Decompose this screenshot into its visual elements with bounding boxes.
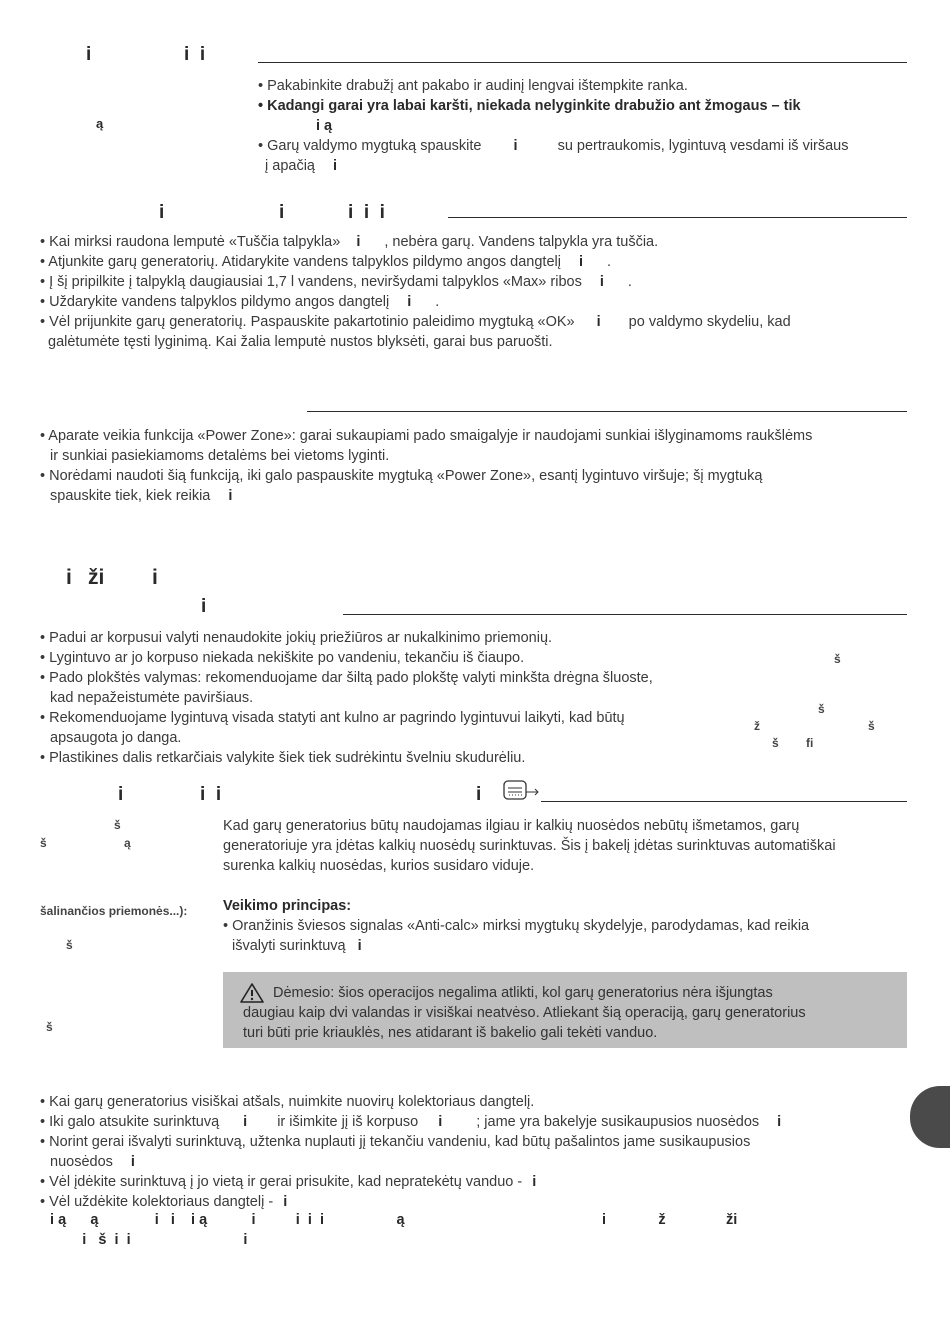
sec5-heading-frag-1: i xyxy=(118,784,124,805)
sec5-principle xyxy=(223,896,907,956)
sec2-heading-frag-2: i xyxy=(279,202,285,223)
sec2-heading-rule xyxy=(448,217,907,218)
sec5-intro: Kad garų generatorius būtų naudojamas ilgiau ir kalkių nuosėdos nebūtų išmetamos, garų generatoriuje yra įdėtas kalkių nuosėdų surinktuvas. Šis į bakelį įdėtas surinktuvas automatiškai surenka kalkių nuosėdas, kurios susidaro viduje. xyxy=(223,818,836,874)
sec4-item-2: • Lygintuvo ar jo korpuso niekada nekiškite po vandeniu, tekančiu iš čiaupo. xyxy=(40,650,525,666)
sec4-right-frag-1: š xyxy=(834,652,841,666)
sec2-line-2: • Atjunkite garų generatorių. Atidarykite vandens talpyklos pildymo angos dangtelį i . xyxy=(40,254,612,270)
sec4-right-frag-2: š xyxy=(818,702,825,716)
sec5-heading-rule xyxy=(541,801,907,802)
sec4-right-frag-4: š xyxy=(868,719,875,733)
sec2-body xyxy=(40,232,907,352)
step-5: • Vėl uždėkite kolektoriaus dangtelį - i xyxy=(40,1194,288,1210)
page-edge-tab xyxy=(910,1086,950,1148)
sec5-left-frag-3: ą xyxy=(124,836,131,850)
sec4-right-frag-3: ž xyxy=(754,719,760,733)
sec1-left-frag: ą xyxy=(96,116,104,131)
sec1-heading-rule xyxy=(258,62,907,63)
sec2-heading-frag-1: i xyxy=(159,202,165,223)
sec4-body xyxy=(40,628,730,768)
sec4-title-frag-1: i xyxy=(66,566,72,589)
sec3-para-1-cont: ir sunkiai pasiekiamoms detalėms bei vietoms lyginti. xyxy=(50,448,390,464)
principle-title: Veikimo principas: xyxy=(223,898,352,914)
sec2-line-1: • Kai mirksi raudona lemputė «Tuščia talpykla» i , nebėra garų. Vandens talpykla yra tuščia. xyxy=(40,234,659,250)
sec1-bullet-3: • Garų valdymo mygtuką spauskite i su pertraukomis, lygintuvą vesdami iš viršaus xyxy=(258,138,849,154)
sec5-left-frag-5: š xyxy=(66,938,73,952)
warning-text: Dėmesio: šios operacijos negalima atlikti, kol garų generatorius nėra išjungtas daugiau kaip dvi valandas ir visiškai neatvėso. Atliekant šią operaciją, garų generatorius turi būti prie kriauklės, nes atidarant iš bakelio gali tekėti vanduo. xyxy=(243,985,806,1041)
sec4-heading-rule xyxy=(343,614,907,615)
sec2-line-3: • Į šį pripilkite į talpyklą daugiausiai 1,7 l vandens, neviršydami talpyklos «Max» ribos i . xyxy=(40,274,632,290)
step-2: • Iki galo atsukite surinktuvą i ir išimkite jį iš korpuso i ; jame yra bakelyje susikaupusios nuosėdos i xyxy=(40,1114,782,1130)
bottom-fragments-2: i š i i i xyxy=(46,1232,248,1248)
sec2-heading-frag-3: i i i xyxy=(348,202,385,223)
sec1-heading-frag-2: i i xyxy=(184,44,206,65)
warning-box xyxy=(223,972,907,1048)
anti-calc-icon xyxy=(502,778,540,804)
sec4-item-4: • Rekomenduojame lygintuvą visada statyti ant kulno ar pagrindo lygintuvui laikyti, kad būtų xyxy=(40,710,625,726)
sec5-left-frag-1: š xyxy=(114,818,121,832)
sec6-steps xyxy=(40,1092,907,1212)
principle-line-1: • Oranžinis šviesos signalas «Anti-calc» mirksi mygtukų skydelyje, parodydamas, kad reikia xyxy=(223,918,810,934)
sec5-left-frag-6: š xyxy=(46,1020,53,1034)
bottom-fragments-1: i ą ą i i i ą i i i i ą i ž ži xyxy=(46,1212,738,1228)
sec3-body xyxy=(40,426,907,506)
sec1-heading-frag-1: i xyxy=(86,44,92,65)
sec2-line-5-cont: galėtumėte tęsti lyginimą. Kai žalia lemputė nustos blyksėti, garai bus paruošti. xyxy=(48,334,553,350)
sec4-right-frag-5: š xyxy=(772,736,779,750)
sec5-left-frag-4: šalinančios priemonės...): xyxy=(40,904,188,918)
step-3: • Norint gerai išvalyti surinktuvą, užtenka nuplauti jį tekančiu vandeniu, kad būtų pašalintos jame susikaupusios xyxy=(40,1134,751,1150)
step-4: • Vėl įdėkite surinktuvą į jo vietą ir gerai prisukite, kad nepratekėtų vanduo - i xyxy=(40,1174,537,1190)
sec4-item-1: • Padui ar korpusui valyti nenaudokite jokių priežiūros ar nukalkinimo priemonių. xyxy=(40,630,553,646)
sec1-bullet-2-cont: i ą xyxy=(316,118,333,134)
sec1-bullet-2: • Kadangi garai yra labai karšti, niekada nelyginkite drabužio ant žmogaus – tik xyxy=(258,98,801,114)
sec1-bullet-3-cont: į apačią i xyxy=(265,158,338,174)
step-3-cont: nuosėdos i xyxy=(50,1154,135,1170)
sec3-para-2: • Norėdami naudoti šią funkciją, iki galo paspauskite mygtuką «Power Zone», esantį lygintuvo viršuje; šį mygtuką xyxy=(40,468,763,484)
step-1: • Kai garų generatorius visiškai atšals, nuimkite nuovirų kolektoriaus dangtelį. xyxy=(40,1094,535,1110)
sec4-item-3: • Pado plokštės valymas: rekomenduojame dar šiltą pado plokštę valyti minkšta drėgna šluoste, xyxy=(40,670,653,686)
sec3-para-1: • Aparate veikia funkcija «Power Zone»: garai sukaupiami pado smaigalyje ir naudojami sunkiai išlyginamoms raukšlėms xyxy=(40,428,813,444)
sec4-right-frag-6: fi xyxy=(806,736,814,750)
sec3-para-2-cont: spauskite tiek, kiek reikia i xyxy=(50,488,233,504)
sec4-title-frag-3: i xyxy=(152,566,158,589)
sec4-item-5: • Plastikines dalis retkarčiais valykite šiek tiek sudrėkintu švelniu skudurėliu. xyxy=(40,750,526,766)
sec4-item-3-cont: kad nepažeistumėte paviršiaus. xyxy=(50,690,254,706)
sec5-heading-frag-3: i xyxy=(476,784,482,805)
sec4-sub-frag: i xyxy=(201,596,207,617)
sec1-bullet-1: • Pakabinkite drabužį ant pakabo ir audinį lengvai ištempkite ranka. xyxy=(258,78,688,94)
sec2-line-4: • Uždarykite vandens talpyklos pildymo angos dangtelį i . xyxy=(40,294,440,310)
sec5-left-frag-2: š xyxy=(40,836,47,850)
sec4-title-frag-2: ži xyxy=(88,566,105,589)
sec3-heading-rule xyxy=(307,411,907,412)
sec2-line-5: • Vėl prijunkite garų generatorių. Paspauskite pakartotinio paleidimo mygtuką «OK» i po valdymo skydeliu, kad xyxy=(40,314,791,330)
sec1-body xyxy=(258,76,907,176)
principle-line-2: išvalyti surinktuvą i xyxy=(232,938,362,954)
sec5-heading-frag-2: i i xyxy=(200,784,222,805)
sec4-item-4-cont: apsaugota jo danga. xyxy=(50,730,182,746)
